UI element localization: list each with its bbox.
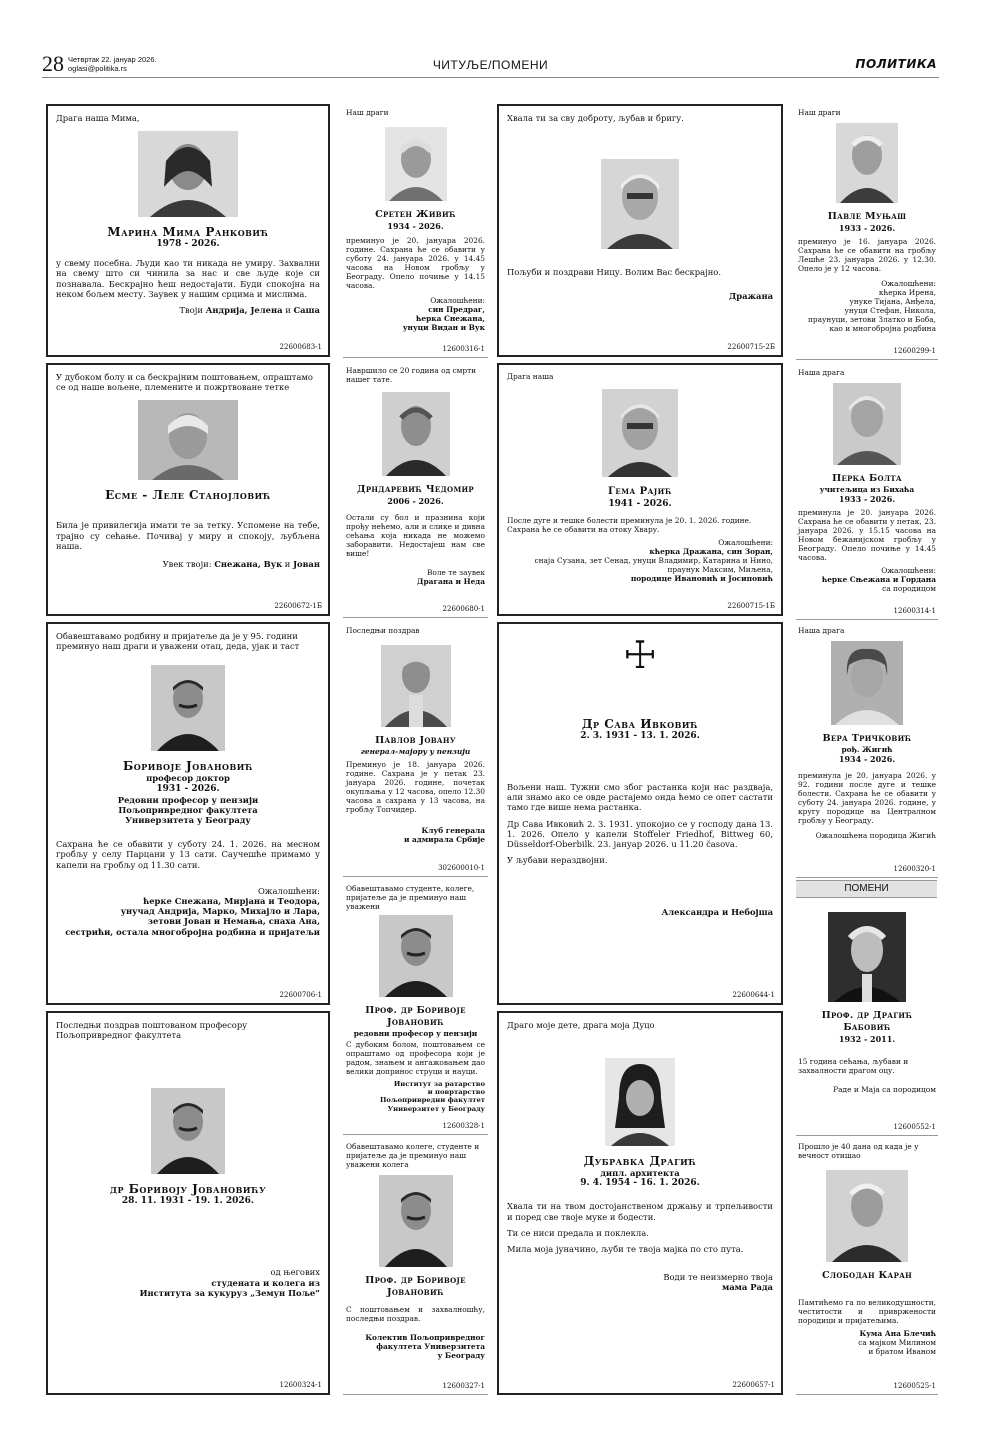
obituary-borivoje-jovanovic-institute-colleagues	[343, 880, 488, 1135]
obituary-borivoje-jovanovic	[46, 622, 330, 1005]
title-line: дипл. архитекта	[600, 1168, 680, 1179]
obituary-text: С поштовањем и захвалношћу, последњи поздрав.	[346, 1305, 485, 1323]
portrait-photo	[381, 645, 451, 727]
deceased-name: Павлов Јовану	[375, 735, 456, 746]
obituary-intro: Последњи поздрав поштованом професору Пољопривредног факултета	[56, 1020, 248, 1041]
life-years: 1934 - 2026.	[387, 221, 444, 231]
obituary-intro: Наш драги	[346, 108, 389, 117]
obituary-text: Пољуби и поздрави Ницу. Волим Вас бескрајно.	[507, 267, 721, 278]
obituary-intro: Наша драга	[798, 368, 845, 377]
ad-code: 22600657-1	[732, 1381, 775, 1389]
obituary-borivoje-jovanovic-faculty	[343, 1138, 488, 1395]
mourners: Ожалошћени: кћерка Ирена, унуке Тијана, Анђела, унуци Стефан, Никола, праунуци, зетови Златко и Боба, као и многобројна родбина	[807, 279, 936, 333]
title-line: учитељица из Бихаћа	[819, 485, 915, 494]
obituary-text: У љубави нераздвојни.	[507, 855, 608, 866]
obituary-text: преминула је 20. јануара 2026. Сахрана ће се обавити у петак, 23. јануара 2026. у 15.15 часова на Новом бежанијском гробљу у Београду. Опело почиње у 14.45 часова.	[798, 508, 936, 562]
ad-code: 22600706-1	[279, 991, 322, 999]
life-years: 9. 4. 1954 - 16. 1. 2026.	[580, 1178, 700, 1189]
portrait-photo	[382, 392, 450, 476]
deceased-name: Есме - Леле Станојловић	[105, 488, 271, 503]
obituary-dubravka-dragic	[497, 1011, 783, 1395]
life-years: 1933 - 2026.	[838, 223, 896, 233]
life-years: 28. 11. 1931 - 19. 1. 2026.	[121, 1196, 255, 1207]
deceased-name: Павле Муњаш	[827, 211, 907, 222]
title-line: редовни професор у пензији	[353, 1029, 478, 1038]
title-line: Универзитета у Београду	[125, 815, 251, 826]
portrait-photo	[151, 665, 225, 751]
portrait-photo	[138, 131, 238, 217]
signature: Ожалошћена породица Жигић	[815, 831, 936, 840]
obituary-text: После дуге и тешке болести преминула је 20. 1. 2026. године. Сахрана ће се обавити на отоку Хвару.	[507, 516, 752, 534]
section-label-pomeni: ПОМЕНИ	[796, 880, 937, 898]
life-years: 2. 3. 1931 - 13. 1. 2026.	[580, 731, 700, 741]
signature: Води те неизмерно твоја мама Рада	[663, 1272, 773, 1293]
obituary-text: у свему посебна. Људи као ти никада не умиру. Захвални на свему што си чинила за нас и све људе које си познавала. Бескрајно ћеш недостајати. Буди спокојна на неком бољем месту. Заувек у нашим срцима и мислима.	[56, 258, 320, 299]
title-line: генерал-мајору у пензији	[360, 747, 471, 756]
obituary-text: Хвала ти на твом достојанственом држању и трпељивости и поред све твоје муке и бодести.	[507, 1201, 773, 1222]
deceased-name: Марина Мима Ранковић	[107, 225, 269, 240]
portrait-photo	[385, 127, 447, 201]
ad-code: 12600525-1	[893, 1382, 936, 1390]
ad-code: 22600683-1	[279, 343, 322, 351]
obituary-esme-stanojlovic	[46, 363, 330, 616]
deceased-name: Дрндаревић Чедомир	[357, 484, 474, 495]
obituary-intro: Драга наша	[507, 372, 554, 381]
orthodox-cross-icon: ☩	[622, 633, 658, 677]
deceased-name: Сретен Живић	[375, 209, 456, 220]
deceased-name: Јовановић	[387, 1287, 444, 1298]
issue-date: Четвртак 22. јануар 2026.	[68, 55, 157, 64]
mourners: Ожалошћени: син Предраг, ћерка Снежана, унуци Видан и Вук	[402, 296, 485, 332]
obituary-intro: Хвала ти за сву доброту, љубав и бригу.	[507, 113, 684, 123]
title-line: рођ. Жигић	[841, 745, 893, 754]
signature: Клуб генерала и адмирала Србије	[403, 826, 485, 844]
obituary-text: 15 година сећања, љубави и захвалности драгом оцу.	[798, 1057, 909, 1075]
ad-code: 12600314-1	[893, 607, 936, 615]
obituary-gema-rajic	[497, 363, 783, 616]
page-number: 28	[42, 51, 64, 76]
obituary-marina-rankovic	[46, 104, 330, 357]
obituary-intro: Обавештавамо колеге, студенте и пријатеље да је преминуо наш уважени колега	[346, 1142, 480, 1169]
signature: Александра и Небојша	[661, 907, 773, 918]
obituary-text: С дубоким болом, поштовањем се опраштамо од професора који је радом, знањем и ангажовањем дао велики допринос струци и науци.	[346, 1040, 485, 1076]
obituary-pavle-munjas	[796, 104, 938, 360]
obituary-intro: Наша драга	[798, 626, 845, 635]
section-title: ЧИТУЉЕ/ПОМЕНИ	[432, 58, 549, 72]
obituary-text: преминуо је 16. јануара 2026. Сахрана ће се обавити на гробљу Лешће 23. јануара 2026. у 12.30. Опело је у 12 часова.	[798, 237, 936, 273]
mourners: Ожалошћени: кћерка Дражана, син Зоран, снаја Сузана, зет Сенад, унуци Владимир, Катарина и Нино, праунук Максим, Миљена, породице Ивановић и Јосиповић	[534, 538, 773, 583]
contact-email[interactable]: oglasi@politika.rs	[68, 64, 127, 73]
life-years: 1932 - 2011.	[838, 1034, 896, 1044]
signature: Колектив Пољопривредног факултета Универзитета у Београду	[365, 1333, 485, 1360]
ad-code: 12600327-1	[442, 1382, 485, 1390]
ad-code: 22600644-1	[732, 991, 775, 999]
obituary-intro: Наш драги	[798, 108, 841, 117]
signature: Дражана	[728, 291, 773, 302]
deceased-name: Јовановић	[387, 1017, 444, 1028]
title-line: Редовни професор у пензији	[117, 794, 259, 805]
deceased-name: Бабовић	[843, 1022, 891, 1033]
life-years: 2006 - 2026.	[387, 496, 444, 506]
ad-code: 12600328-1	[442, 1122, 485, 1130]
deceased-name: Перка Болта	[832, 473, 902, 484]
signature: Твоји Андрија, Јелена и Саша	[179, 305, 320, 316]
obituary-text: Вољени наш. Тужни смо због растанка који нас раздваја, али знамо ако се овде растајемо онда ћемо се опет састати тамо где више нема растанка.	[507, 782, 773, 813]
signature: Институт за ратарство и повртарство Пољопривредни факултет Универзитет у Београду	[379, 1080, 485, 1113]
obituary-vera-trickovic	[796, 622, 938, 878]
obituary-intro: Драго моје дете, драга моја Дуцо	[507, 1020, 655, 1030]
ad-code: 12600552-1	[893, 1123, 936, 1131]
deceased-name: Проф. др Боривоје	[365, 1275, 466, 1286]
life-years: 1978 - 2026.	[156, 239, 220, 250]
obituary-intro: Навршило се 20 година од смрти нашег тате.	[346, 366, 477, 384]
portrait-photo	[602, 389, 678, 477]
signature: Увек твоји: Снежана, Вук и Јован	[162, 559, 320, 570]
ad-code: 12600299-1	[893, 347, 936, 355]
portrait-photo	[379, 1175, 453, 1267]
obituary-sreten-zivic	[343, 104, 488, 358]
obituary-text: Сахрана ће се обавити у суботу 24. 1. 2026. на месном гробљу у селу Парцани у 13 сати. Саучешће примамо у капели на гробљу од 11.30 сати.	[56, 839, 320, 870]
memorial-slobodan-karan	[796, 1138, 938, 1395]
obituary-intro: Драга наша Мима,	[56, 113, 140, 123]
portrait-photo	[836, 123, 898, 203]
obituary-text: преминула је 20. јануара 2026. у 92. години после дуге и тешке болести. Сахрана ће се обавити у суботу 24. јануара 2026. године, у кругу породице на Централном гробљу у Београду.	[798, 771, 936, 825]
life-years: 1931 - 2026.	[156, 783, 220, 794]
ad-code: 12600316-1	[442, 345, 485, 353]
obituary-cedomir-drndarevic	[343, 362, 488, 618]
obituary-intro: Прошло је 40 дана од када је у вечност отишао	[798, 1142, 919, 1160]
ad-code: 12600320-1	[893, 865, 936, 873]
deceased-name: Др Сава Ивковић	[581, 717, 699, 731]
obituary-intro: Обавештавамо студенте, колеге, пријатеље да је преминуо наш уважени	[346, 884, 475, 911]
obituary-text: Била је привилегија имати те за тетку. Успомене на тебе, трајно су сећање. Почивај у миру и спокоју, љубљена наша.	[56, 520, 320, 551]
deceased-name: Слободан Каран	[821, 1270, 913, 1281]
obituary-jovan-pavlov	[343, 622, 488, 877]
obituary-perka-bolta	[796, 364, 938, 620]
signature: од његових студената и колега из Института за кукуруз „Земун Поље”	[139, 1267, 320, 1298]
deceased-name: Боривоје Јовановић	[122, 759, 254, 774]
life-years: 1934 - 2026.	[838, 754, 896, 764]
deceased-name: Вера Тричковић	[822, 733, 912, 744]
life-years: 1933 - 2026.	[838, 494, 896, 504]
portrait-photo	[826, 1170, 908, 1262]
obituary-intro: У дубоком болу и са бескрајним поштовањем, опраштамо се од наше вољене, племените и пожртвоване тетке	[56, 372, 313, 393]
portrait-photo	[605, 1058, 675, 1146]
deceased-name: Гема Рајић	[607, 486, 673, 497]
newspaper-logo: ПОЛИТИКА	[855, 57, 937, 71]
obituary-text: Преминуо је 18. јануара 2026. године. Сахрана је у петак 23. јануара 2026. године, почетак окупљања у 12 часова, опело 12.30 часова а сахрана у 13 часова, на гробљу Топчидер.	[346, 760, 485, 814]
obituary-text: преминуо је 20. јануара 2026. године. Сахрана ће се обавити у суботу 24. јануара 2026. у 14.45 часова на Новом гробљу у Београду. Опело почиње у 14.15 часова.	[346, 236, 485, 290]
mourners: Ожалошћени: ћерке Снежана, Мирјана и Теодора, унучад Андрија, Марко, Михајло и Лара, зетови Јован и Немања, снаха Ана, сестрићи, остала многобројна родбина и пријатељи	[65, 885, 320, 937]
portrait-photo	[379, 915, 453, 997]
portrait-photo	[831, 641, 903, 725]
ad-code: 22600672-1Б	[274, 602, 322, 610]
ad-code: 22600715-2Б	[727, 343, 775, 351]
portrait-photo	[833, 383, 901, 465]
portrait-photo	[138, 400, 238, 480]
memorial-dragic-babovic	[796, 900, 938, 1136]
title-line: Пољопривредног факултета	[118, 804, 258, 815]
ad-code: 22600680-1	[442, 605, 485, 613]
life-years: 1941 - 2026.	[608, 499, 672, 509]
deceased-name: Проф. др Боривоје	[365, 1005, 466, 1016]
mourners: Ожалошћени: ћерке Сњежана и Гордана са породицом	[821, 566, 936, 593]
obituary-borivoje-jovanovic-institute	[46, 1011, 330, 1395]
obituary-text: Памтићемо га по великодушности, честитости и привржености породици и пријатељима.	[798, 1298, 936, 1325]
portrait-photo	[151, 1088, 225, 1174]
ad-code: 12600324-1	[279, 1381, 322, 1389]
ad-code: 302600010-1	[438, 864, 485, 872]
title-line: професор доктор	[146, 773, 230, 784]
deceased-name: Дубравка Драгић	[583, 1154, 697, 1169]
obituary-sava-ivkovic	[497, 622, 783, 1005]
portrait-photo	[601, 159, 679, 249]
ad-code: 22600715-1Б	[727, 602, 775, 610]
signature: Раде и Маја са породицом	[833, 1085, 936, 1094]
deceased-name: Проф. др Драгић	[821, 1010, 913, 1021]
obituary-text: Мила моја јуначино, љуби те твоја мајка по сто пута.	[507, 1244, 744, 1255]
signature: Воле те заувек Драгана и Неда	[416, 568, 485, 586]
obituary-text: Др Сава Ивковић 2. 3. 1931. упокојио се у господу дана 13. 1. 2026. Опело у капели Stoffeler Friedhof, Bittweg 60, Düsseldorf-Oberbilk. 23. јануар 2026. u 11.20 časova.	[507, 818, 773, 850]
obituary-thanks-drazana	[497, 104, 783, 357]
page-header	[42, 52, 939, 78]
obituary-intro: Обавештавамо родбину и пријатеље да је у 95. години преминуо наш драги и уважени отац, деда, ујак и таст	[56, 631, 300, 652]
obituary-text: Ти се ниси предала и поклекла.	[507, 1227, 649, 1238]
obituary-text: Остали су бол и празнина који прођу нећемо, али и слике и дивна сећања која никада не можемо заборавити. Недостајеш нам све више!	[346, 513, 485, 558]
portrait-photo	[828, 912, 906, 1002]
signature: Кума Ана Блечић са мајком Милином и братом Иваном	[858, 1329, 936, 1356]
deceased-name: др Боривоју Јовановићу	[109, 1182, 267, 1197]
obituary-intro: Последњи поздрав	[346, 626, 420, 635]
